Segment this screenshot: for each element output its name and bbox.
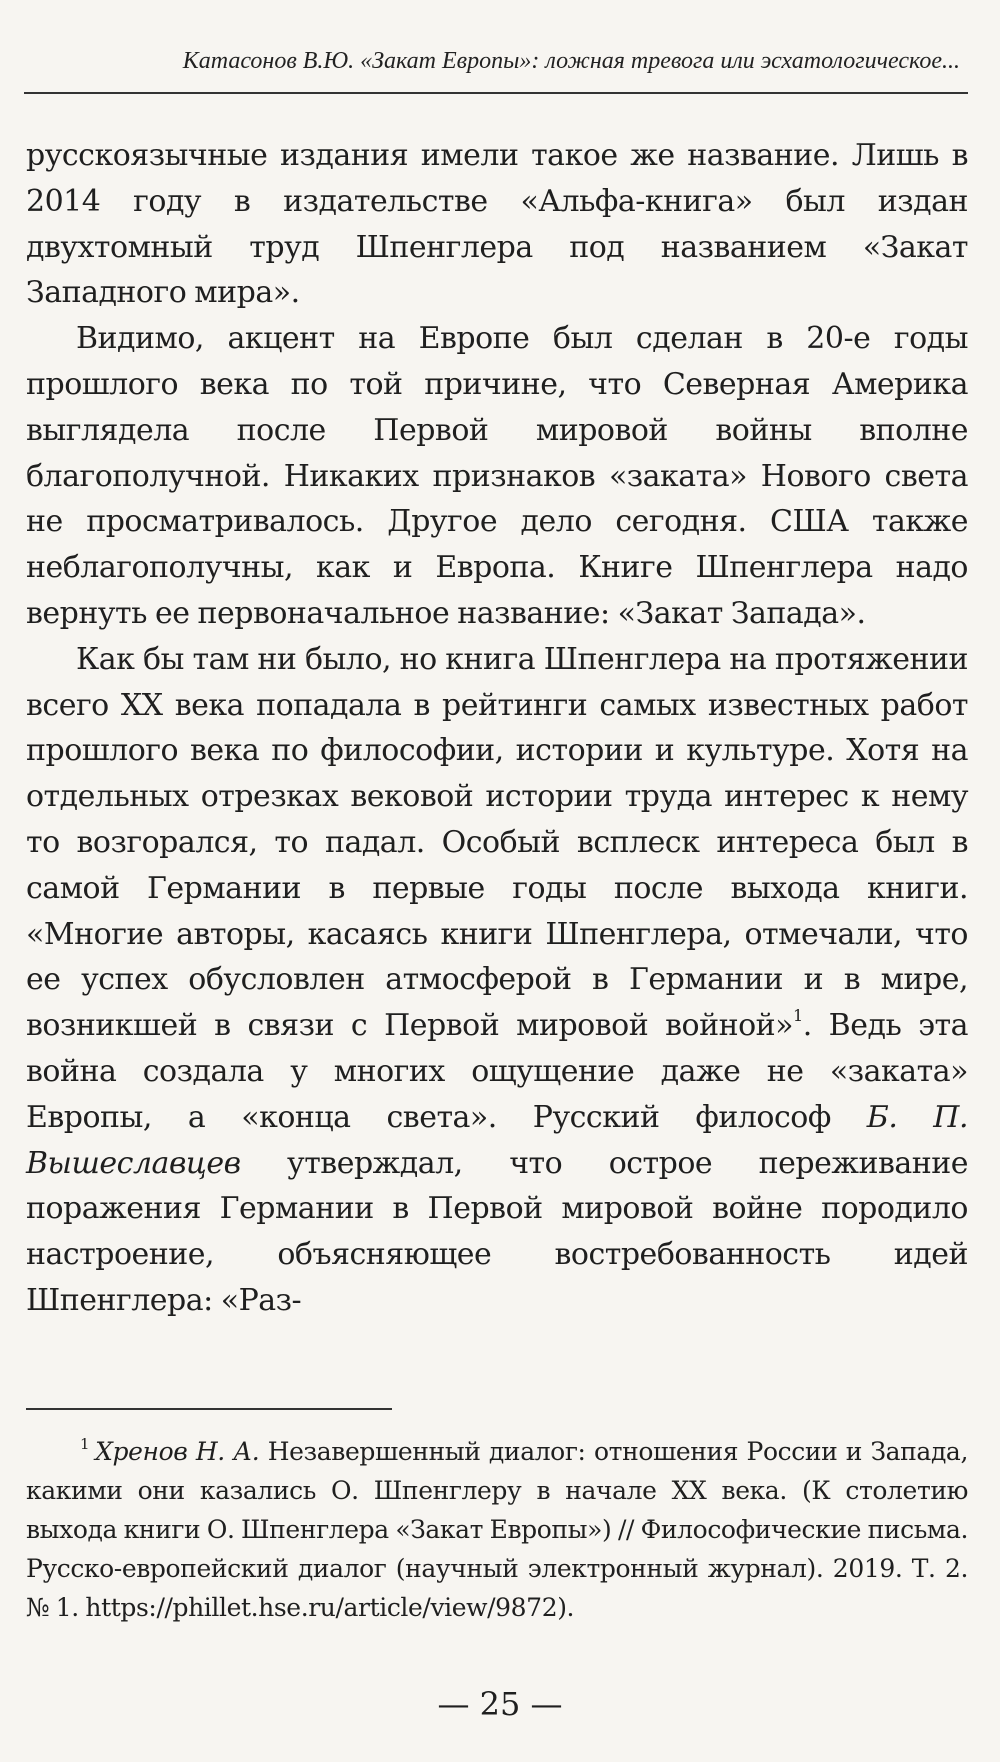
footnote	[26, 1432, 968, 1627]
author-name: Б. П. Вышеславцев	[26, 1099, 969, 1181]
footnote-rule	[26, 1408, 392, 1410]
footnote-mark: 1	[80, 1435, 90, 1453]
footnote-reference[interactable]: 1	[793, 1006, 803, 1026]
footnote-text	[26, 1432, 968, 1627]
paragraph	[26, 637, 968, 1324]
header-rule	[24, 92, 968, 94]
paragraph-text: . Ведь эта война создала у многих ощущение даже не «заката» Европы, а «конца света». Русский философ	[26, 1008, 969, 1135]
paragraph-text: Как бы там ни было, но книга Шпенглера на протяжении всего XX века попадала в рейтинги самых известных работ прошлого века по философии, истории и культуре. Хотя на отдельных отрезках вековой истории труда интерес к нему то возгорался, то падал. Особый всплеск интереса был в самой Германии в первые годы после выхода книги. «Многие авторы, касаясь книги Шпенглера, отмечали, что ее успех обусловлен атмосферой в Германии и в мире, возникшей в связи с Первой мировой войной»	[26, 641, 968, 1044]
footnote-author: Хренов Н. А.	[95, 1437, 260, 1466]
paragraph: русскоязычные издания имели такое же название. Лишь в 2014 году в издательстве «Альфа-книга» был издан двухтомный труд Шпенглера под названием «Закат Западного мира».	[26, 138, 968, 311]
main-text	[26, 133, 968, 1324]
running-header: Катасонов В.Ю. «Закат Европы»: ложная тревога или эсхатологическое...	[182, 48, 960, 74]
footnote-body: Незавершенный диалог: отношения России и Запада, какими они казались О. Шпенглеру в начале XX века. (К столетию выхода книги О. Шпенглера «Закат Европы») // Философические письма. Русско-европейский диалог (научный электронный журнал). 2019. Т. 2. № 1. https://phillet.hse.ru/article/view/9872).	[26, 1437, 968, 1622]
paragraph-text: утверждал, что острое переживание поражения Германии в Первой мировой войне породило настроение, объясняющее востребованность идей Шпенглера: «Раз-	[26, 1145, 968, 1318]
page-number: — 25 —	[437, 1685, 563, 1723]
paragraph: Видимо, акцент на Европе был сделан в 20-е годы прошлого века по той причине, что Северная Америка выглядела после Первой мировой войны вполне благополучной. Никаких признаков «заката» Нового света не просматривалось. Другое дело сегодня. США также неблагополучны, как и Европа. Книге Шпенглера надо вернуть ее первоначальное название: «Закат Запада».	[26, 321, 968, 631]
